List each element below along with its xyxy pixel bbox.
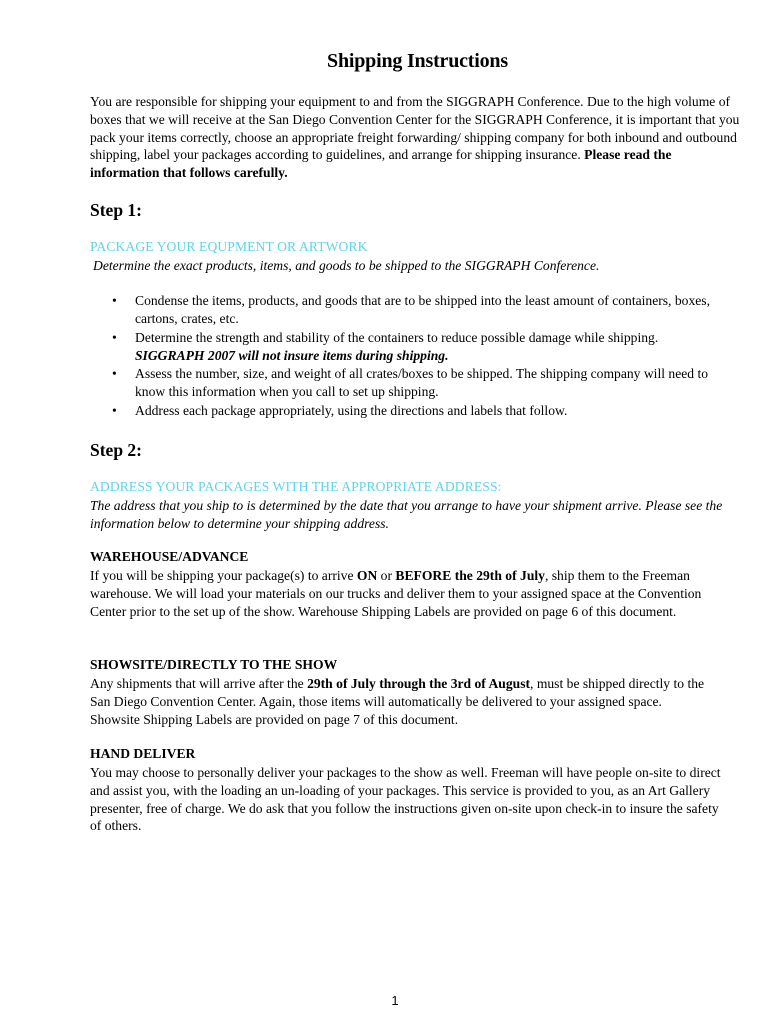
step1-subtitle: Determine the exact products, items, and goods to be shipped to the SIGGRAPH Conference. [93, 258, 600, 273]
page-title: Shipping Instructions [327, 50, 508, 72]
step2-subtitle: The address that you ship to is determined by the date that you arrange to have your shipment arrive. Please see the information below to determine your shipping address. [90, 498, 723, 531]
hand-deliver-heading: HAND DELIVER [90, 746, 196, 761]
showsite-text-2: , must be shipped directly to the San Diego Convention Center. Again, those items will automatically be delivered to your assigned space. Showsite Shipping Labels are provided on page 7 of this document. [90, 676, 705, 727]
warehouse-bold-2: BEFORE the 29th of July [395, 568, 545, 583]
intro-text: You are responsible for shipping your equipment to and from the SIGGRAPH Conference. Due to the high volume of boxes that we will receive at the San Diego Convention Center for the SIGGRAPH Conference, it is important that you pack your items correctly, choose an appropriate freight forwarding/ shipping company for both inbound and outbound shipping, label your packages according to guidelines, and arrange for shipping insurance. [90, 94, 740, 163]
list-item-text: Determine the strength and stability of the containers to reduce possible damage while shipping. [135, 329, 659, 345]
list-item-emphasis: SIGGRAPH 2007 will not insure items during shipping. [135, 347, 449, 363]
bullet-icon: • [112, 402, 117, 418]
warehouse-paragraph [90, 567, 735, 620]
intro-paragraph [90, 93, 740, 182]
bullet-icon: • [112, 293, 117, 308]
bullet-icon: • [112, 366, 117, 382]
list-item [110, 292, 730, 329]
showsite-heading: SHOWSITE/DIRECTLY TO THE SHOW [90, 657, 338, 672]
intro-emphasis: Please read the information that follows carefully. [90, 147, 672, 181]
step2-section-label: ADDRESS YOUR PACKAGES WITH THE APPROPRIATE ADDRESS: [90, 479, 502, 494]
warehouse-text-3: , ship them to the Freeman warehouse. We will load your materials on our trucks and deliver them to your assigned space at the Convention Center prior to the set up of the show. Warehouse Shipping Labels are provided on page 6 of this document. [90, 568, 702, 619]
step1-bullet-list [110, 292, 730, 420]
list-item-text: Address each package appropriately, using the directions and labels that follow. [135, 402, 568, 418]
list-item [110, 365, 730, 402]
step1-section-label: PACKAGE YOUR EQUPMENT OR ARTWORK [90, 239, 368, 254]
step2-heading: Step 2: [90, 440, 143, 460]
warehouse-heading: WAREHOUSE/ADVANCE [90, 549, 249, 564]
list-item [110, 402, 730, 420]
warehouse-text-1: If you will be shipping your package(s) to arrive [90, 568, 357, 583]
step1-heading: Step 1: [90, 200, 143, 220]
list-item [110, 329, 730, 366]
showsite-text-1: Any shipments that will arrive after the [90, 676, 308, 691]
warehouse-text-2: or [377, 568, 396, 583]
list-item-text: Assess the number, size, and weight of all crates/boxes to be shipped. The shipping company will need to know this information when you call to set up shipping. [135, 366, 709, 400]
list-item-text: Condense the items, products, and goods that are to be shipped into the least amount of containers, boxes, cartons, crates, etc. [135, 293, 710, 327]
showsite-paragraph [90, 675, 715, 728]
warehouse-bold-1: ON [356, 568, 378, 583]
hand-deliver-paragraph: You may choose to personally deliver your packages to the show as well. Freeman will have people on-site to direct and assist you, with the loading an un-loading of your packages. This service is provided to you, as an Art Gallery presenter, free of charge. We do ask that you follow the instructions given on-site upon check-in to insure the safety of others. [90, 765, 721, 834]
showsite-bold-1: 29th of July through the 3rd of August [307, 676, 531, 691]
page-number: 1 [391, 993, 399, 1008]
bullet-icon: • [112, 329, 117, 345]
